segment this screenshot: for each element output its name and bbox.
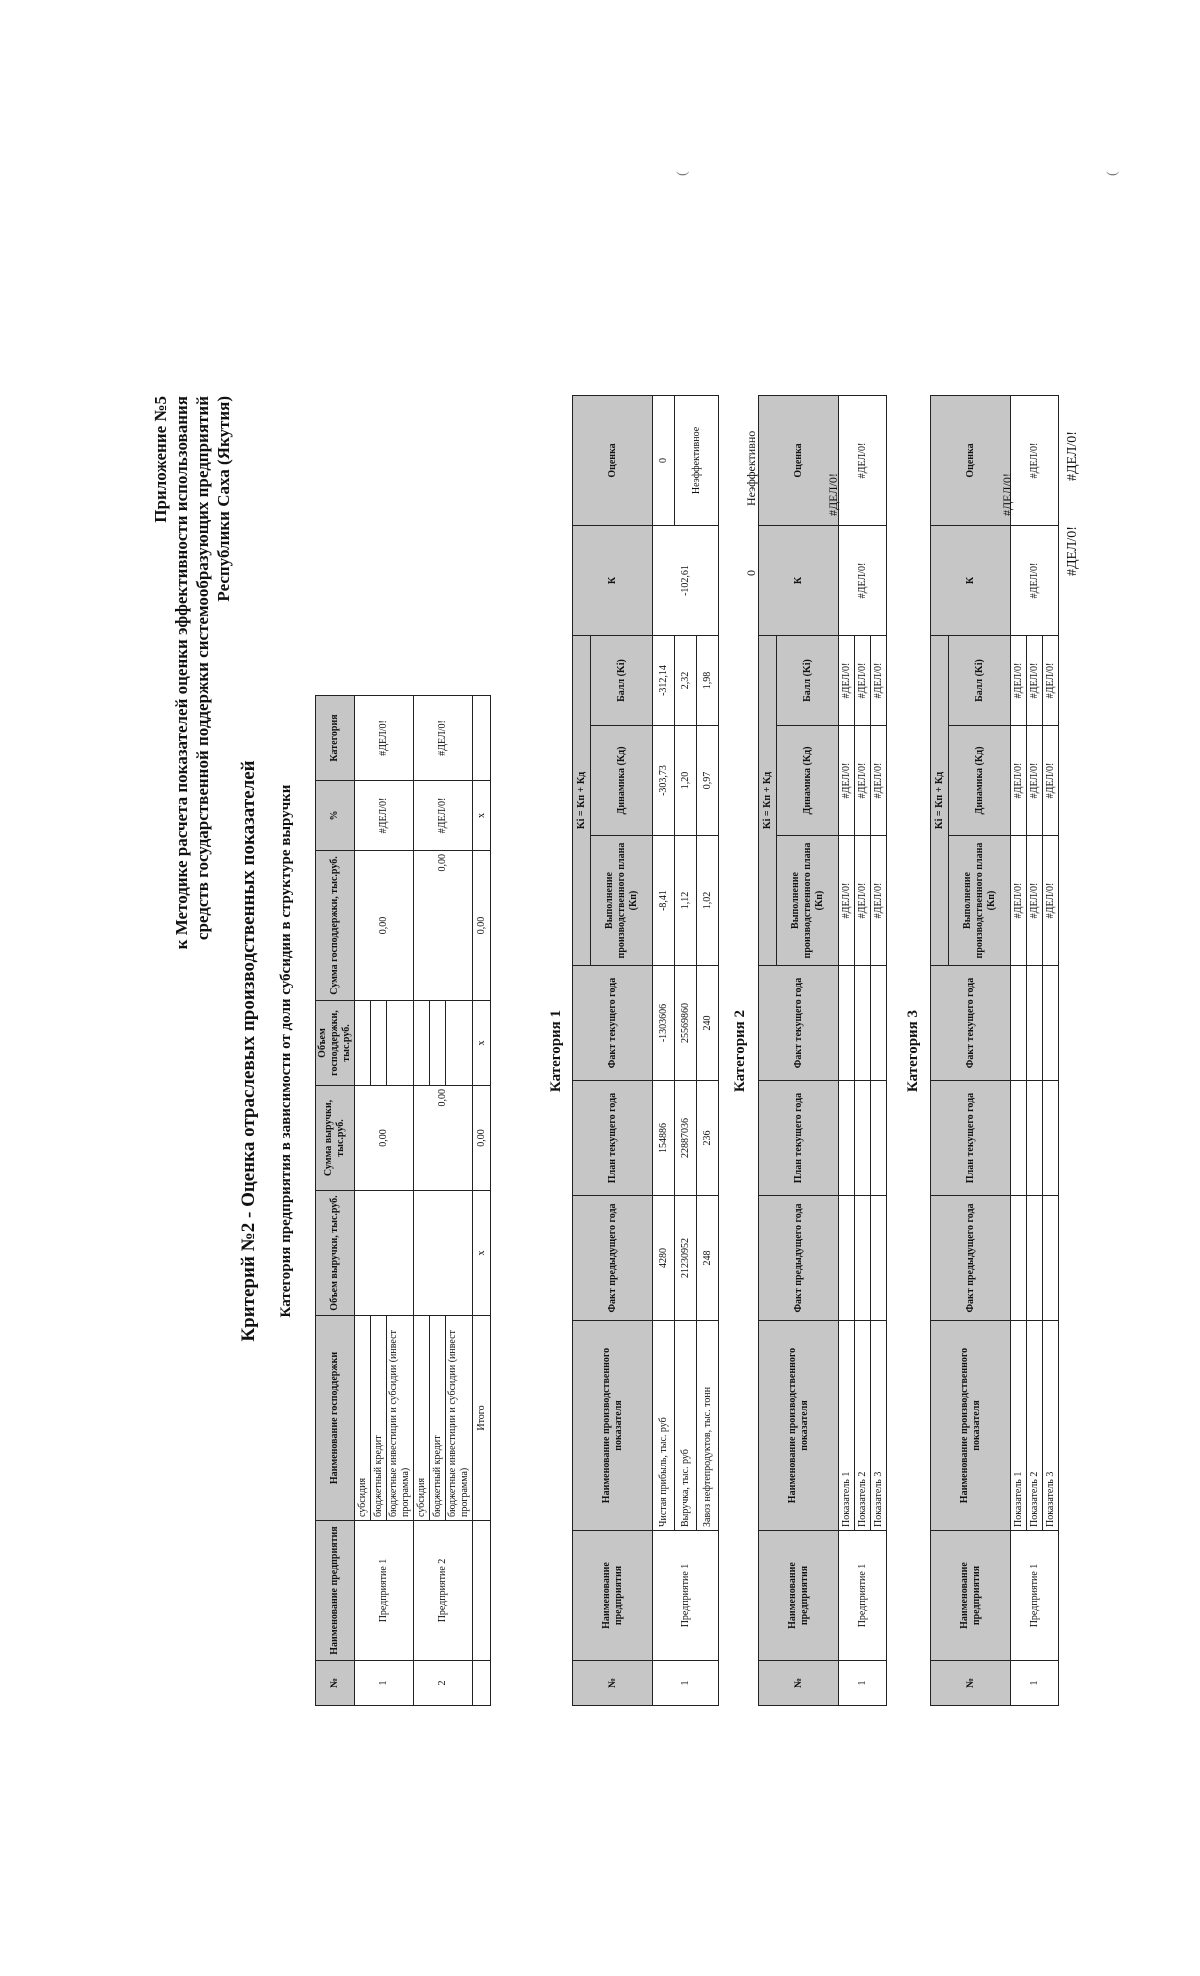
fact-value bbox=[1011, 966, 1027, 1081]
col-header: % bbox=[316, 781, 355, 851]
plan-value: 22887036 bbox=[675, 1081, 697, 1196]
prev-fact bbox=[839, 1196, 855, 1321]
category-value: #ДЕЛ/0! bbox=[414, 696, 473, 781]
enterprise-name: Предприятие 1 bbox=[653, 1531, 719, 1661]
dyn-value: 1,20 bbox=[675, 726, 697, 836]
row-number: 2 bbox=[414, 1661, 473, 1706]
indicator-name: Выручка, тыс. руб bbox=[675, 1321, 697, 1531]
exec-value: #ДЕЛ/0! bbox=[1027, 836, 1043, 966]
category-1-title: Категория 1 bbox=[548, 1009, 564, 1093]
category-3-title: Категория 3 bbox=[905, 1009, 921, 1093]
fact-value: 240 bbox=[697, 966, 719, 1081]
k-value: #ДЕЛ/0! bbox=[839, 525, 887, 635]
col-header: К bbox=[759, 525, 839, 635]
appendix-line: Республики Саха (Якутия) bbox=[214, 396, 233, 602]
support-volume bbox=[371, 1001, 387, 1086]
prev-fact: 21230952 bbox=[675, 1196, 697, 1321]
rating-value-1: #ДЕЛ/0! bbox=[1028, 442, 1040, 479]
category-2-title: Категория 2 bbox=[732, 1009, 748, 1093]
enterprise-name: Предприятие 1 bbox=[839, 1531, 887, 1661]
rating-below-text: Неэффективно bbox=[744, 430, 758, 506]
col-header: № bbox=[759, 1661, 839, 1706]
exec-value: #ДЕЛ/0! bbox=[871, 836, 887, 966]
support-volume bbox=[387, 1001, 414, 1086]
prev-fact bbox=[1027, 1196, 1043, 1321]
dyn-value: -303,73 bbox=[653, 726, 675, 836]
exec-value: 1,02 bbox=[697, 836, 719, 966]
indicator-name: Завоз нефтепродуктов, тыс. тонн bbox=[697, 1321, 719, 1531]
support-type: субсидия bbox=[414, 1316, 430, 1521]
row-number: 1 bbox=[653, 1661, 719, 1706]
col-header: Объем выручки, тыс.руб. bbox=[316, 1191, 355, 1316]
support-type: бюджетный кредит bbox=[371, 1316, 387, 1521]
scan-mark: ( bbox=[1105, 171, 1120, 176]
rating-value-2: #ДЕЛ/0! bbox=[826, 473, 840, 516]
score-value: #ДЕЛ/0! bbox=[1043, 635, 1059, 725]
col-header: План текущего года bbox=[931, 1081, 1011, 1196]
dyn-value: #ДЕЛ/0! bbox=[855, 726, 871, 836]
col-header: № bbox=[931, 1661, 1011, 1706]
category-1-table bbox=[572, 395, 719, 1706]
col-header: Факт предыдущего года bbox=[931, 1196, 1011, 1321]
plan-value bbox=[839, 1081, 855, 1196]
section-subtitle: Категория предприятия в зависимости от доли субсидии в структуре выручки bbox=[278, 784, 294, 1318]
prev-fact bbox=[1043, 1196, 1059, 1321]
support-volume bbox=[446, 1001, 473, 1086]
col-header: Балл (Ki) bbox=[777, 635, 839, 725]
plan-value bbox=[871, 1081, 887, 1196]
appendix-number: Приложение №5 bbox=[151, 396, 170, 523]
col-header: Оценка bbox=[573, 395, 653, 525]
prev-fact bbox=[1011, 1196, 1027, 1321]
col-header: Факт текущего года bbox=[759, 966, 839, 1081]
share-percent: #ДЕЛ/0! bbox=[414, 781, 473, 851]
row-number: 1 bbox=[355, 1661, 414, 1706]
enterprise-name: Предприятие 2 bbox=[414, 1521, 473, 1661]
indicator-name: Показатель 3 bbox=[1043, 1321, 1059, 1531]
col-header: Наименование производственного показателя bbox=[931, 1321, 1011, 1531]
col-header: Сумма выручки, тыс.руб. bbox=[316, 1086, 355, 1191]
category-2-table bbox=[758, 395, 887, 1706]
score-value: #ДЕЛ/0! bbox=[839, 635, 855, 725]
indicator-name: Показатель 2 bbox=[1027, 1321, 1043, 1531]
support-sum: 0,00 bbox=[355, 851, 414, 1001]
score-value: #ДЕЛ/0! bbox=[1011, 635, 1027, 725]
col-header: Наименование господдержки bbox=[316, 1316, 355, 1521]
support-type: субсидия bbox=[355, 1316, 371, 1521]
formula-header: Ki = Кп + Кд bbox=[573, 635, 591, 965]
revenue-sum: 0,00 bbox=[414, 1086, 473, 1191]
col-header: Наименование производственного показателя bbox=[573, 1321, 653, 1531]
col-header: Факт предыдущего года bbox=[759, 1196, 839, 1321]
enterprise-name: Предприятие 1 bbox=[355, 1521, 414, 1661]
fact-value bbox=[1043, 966, 1059, 1081]
exec-value: #ДЕЛ/0! bbox=[1043, 836, 1059, 966]
prev-fact: 4280 bbox=[653, 1196, 675, 1321]
total-cell bbox=[473, 696, 491, 781]
category-value: #ДЕЛ/0! bbox=[355, 696, 414, 781]
revenue-sum: 0,00 bbox=[355, 1086, 414, 1191]
indicator-name: Чистая прибыль, тыс. руб bbox=[653, 1321, 675, 1531]
col-header: № bbox=[316, 1661, 355, 1706]
dyn-value: #ДЕЛ/0! bbox=[1027, 726, 1043, 836]
dyn-value: 0,97 bbox=[697, 726, 719, 836]
col-header: Наименование предприятия bbox=[316, 1521, 355, 1661]
support-volume bbox=[414, 1001, 430, 1086]
fact-value bbox=[839, 966, 855, 1081]
indicator-name: Показатель 1 bbox=[1011, 1321, 1027, 1531]
formula-header: Ki = Кп + Кд bbox=[931, 635, 949, 965]
total-support-sum: 0,00 bbox=[473, 851, 491, 1001]
share-percent: #ДЕЛ/0! bbox=[355, 781, 414, 851]
score-value: 2,32 bbox=[675, 635, 697, 725]
col-header: Категория bbox=[316, 696, 355, 781]
col-header: Выполнение производственного плана (Кп) bbox=[949, 836, 1011, 966]
col-header: Оценка bbox=[931, 395, 1011, 525]
appendix-line: средств государственной поддержки системообразующих предприятий bbox=[193, 396, 212, 941]
plan-value bbox=[1011, 1081, 1027, 1196]
fact-value bbox=[1027, 966, 1043, 1081]
col-header: Наименование производственного показателя bbox=[759, 1321, 839, 1531]
col-header: Факт предыдущего года bbox=[573, 1196, 653, 1321]
support-volume bbox=[355, 1001, 371, 1086]
col-header: Выполнение производственного плана (Кп) bbox=[591, 836, 653, 966]
rating-below-number: 0 bbox=[744, 570, 758, 576]
support-sum: 0,00 bbox=[414, 851, 473, 1001]
appendix-line: к Методике расчета показателей оценки эффективности использования bbox=[172, 396, 191, 950]
rating-number: 0 bbox=[653, 395, 675, 525]
total-cell bbox=[473, 1521, 491, 1661]
dyn-value: #ДЕЛ/0! bbox=[871, 726, 887, 836]
below-value-2: #ДЕЛ/0! bbox=[1065, 431, 1080, 481]
exec-value: #ДЕЛ/0! bbox=[839, 836, 855, 966]
col-header: Балл (Ki) bbox=[591, 635, 653, 725]
plan-value bbox=[855, 1081, 871, 1196]
total-support-volume: х bbox=[473, 1001, 491, 1086]
score-value: 1,98 bbox=[697, 635, 719, 725]
indicator-name: Показатель 1 bbox=[839, 1321, 855, 1531]
col-header: Выполнение производственного плана (Кп) bbox=[777, 836, 839, 966]
rating-text: Неэффективное bbox=[675, 395, 719, 525]
score-value: #ДЕЛ/0! bbox=[871, 635, 887, 725]
fact-value: -1303606 bbox=[653, 966, 675, 1081]
dyn-value: #ДЕЛ/0! bbox=[839, 726, 855, 836]
total-revenue-sum: 0,00 bbox=[473, 1086, 491, 1191]
exec-value: -8,41 bbox=[653, 836, 675, 966]
category-3-table bbox=[930, 395, 1059, 1706]
col-header: Оценка bbox=[759, 395, 839, 525]
rating-value bbox=[839, 395, 887, 525]
col-header: К bbox=[573, 525, 653, 635]
score-value: -312,14 bbox=[653, 635, 675, 725]
k-value: -102,61 bbox=[653, 525, 719, 635]
revenue-volume bbox=[355, 1191, 414, 1316]
dyn-value: #ДЕЛ/0! bbox=[1043, 726, 1059, 836]
col-header: План текущего года bbox=[573, 1081, 653, 1196]
plan-value bbox=[1043, 1081, 1059, 1196]
prev-fact bbox=[871, 1196, 887, 1321]
score-value: #ДЕЛ/0! bbox=[855, 635, 871, 725]
col-header: Наименование предприятия bbox=[759, 1531, 839, 1661]
support-type: бюджетный кредит bbox=[430, 1316, 446, 1521]
col-header: Динамика (Кд) bbox=[777, 726, 839, 836]
k-value: #ДЕЛ/0! bbox=[1011, 525, 1059, 635]
support-volume bbox=[430, 1001, 446, 1086]
indicator-name: Показатель 3 bbox=[871, 1321, 887, 1531]
plan-value: 236 bbox=[697, 1081, 719, 1196]
indicator-name: Показатель 2 bbox=[855, 1321, 871, 1531]
col-header: К bbox=[931, 525, 1011, 635]
subsidy-share-table bbox=[315, 695, 491, 1706]
fact-value bbox=[855, 966, 871, 1081]
revenue-volume bbox=[414, 1191, 473, 1316]
exec-value: #ДЕЛ/0! bbox=[1011, 836, 1027, 966]
col-header: Сумма господдержки, тыс.руб. bbox=[316, 851, 355, 1001]
fact-value: 25569860 bbox=[675, 966, 697, 1081]
col-header: Факт текущего года bbox=[573, 966, 653, 1081]
exec-value: #ДЕЛ/0! bbox=[855, 836, 871, 966]
support-type: бюджетные инвестиции и субсидии (инвест программа) bbox=[387, 1316, 414, 1521]
dyn-value: #ДЕЛ/0! bbox=[1011, 726, 1027, 836]
prev-fact: 248 bbox=[697, 1196, 719, 1321]
below-value-1: #ДЕЛ/0! bbox=[1065, 526, 1080, 576]
col-header: Наименование предприятия bbox=[931, 1531, 1011, 1661]
plan-value bbox=[1027, 1081, 1043, 1196]
rating-value bbox=[1011, 395, 1059, 525]
total-label: Итого bbox=[473, 1316, 491, 1521]
exec-value: 1,12 bbox=[675, 836, 697, 966]
row-number: 1 bbox=[1011, 1661, 1059, 1706]
score-value: #ДЕЛ/0! bbox=[1027, 635, 1043, 725]
support-type: бюджетные инвестиции и субсидии (инвест программа) bbox=[446, 1316, 473, 1521]
col-header: План текущего года bbox=[759, 1081, 839, 1196]
total-percent: х bbox=[473, 781, 491, 851]
row-number: 1 bbox=[839, 1661, 887, 1706]
col-header: Факт текущего года bbox=[931, 966, 1011, 1081]
document-title: Критерий №2 - Оценка отраслевых производственных показателей bbox=[238, 760, 259, 1342]
fact-value bbox=[871, 966, 887, 1081]
col-header: Наименование предприятия bbox=[573, 1531, 653, 1661]
formula-header: Ki = Кп + Кд bbox=[759, 635, 777, 965]
plan-value: 154886 bbox=[653, 1081, 675, 1196]
rating-value-1: #ДЕЛ/0! bbox=[856, 442, 868, 479]
col-header: Балл (Ki) bbox=[949, 635, 1011, 725]
prev-fact bbox=[855, 1196, 871, 1321]
scan-mark: ( bbox=[675, 171, 690, 176]
total-revenue-volume: х bbox=[473, 1191, 491, 1316]
col-header: Динамика (Кд) bbox=[591, 726, 653, 836]
enterprise-name: Предприятие 1 bbox=[1011, 1531, 1059, 1661]
col-header: Динамика (Кд) bbox=[949, 726, 1011, 836]
col-header: № bbox=[573, 1661, 653, 1706]
rating-value-2: #ДЕЛ/0! bbox=[1000, 473, 1014, 516]
total-cell bbox=[473, 1661, 491, 1706]
col-header: Объем господдержки, тыс.руб. bbox=[316, 1001, 355, 1086]
appendix-header bbox=[150, 396, 234, 1156]
